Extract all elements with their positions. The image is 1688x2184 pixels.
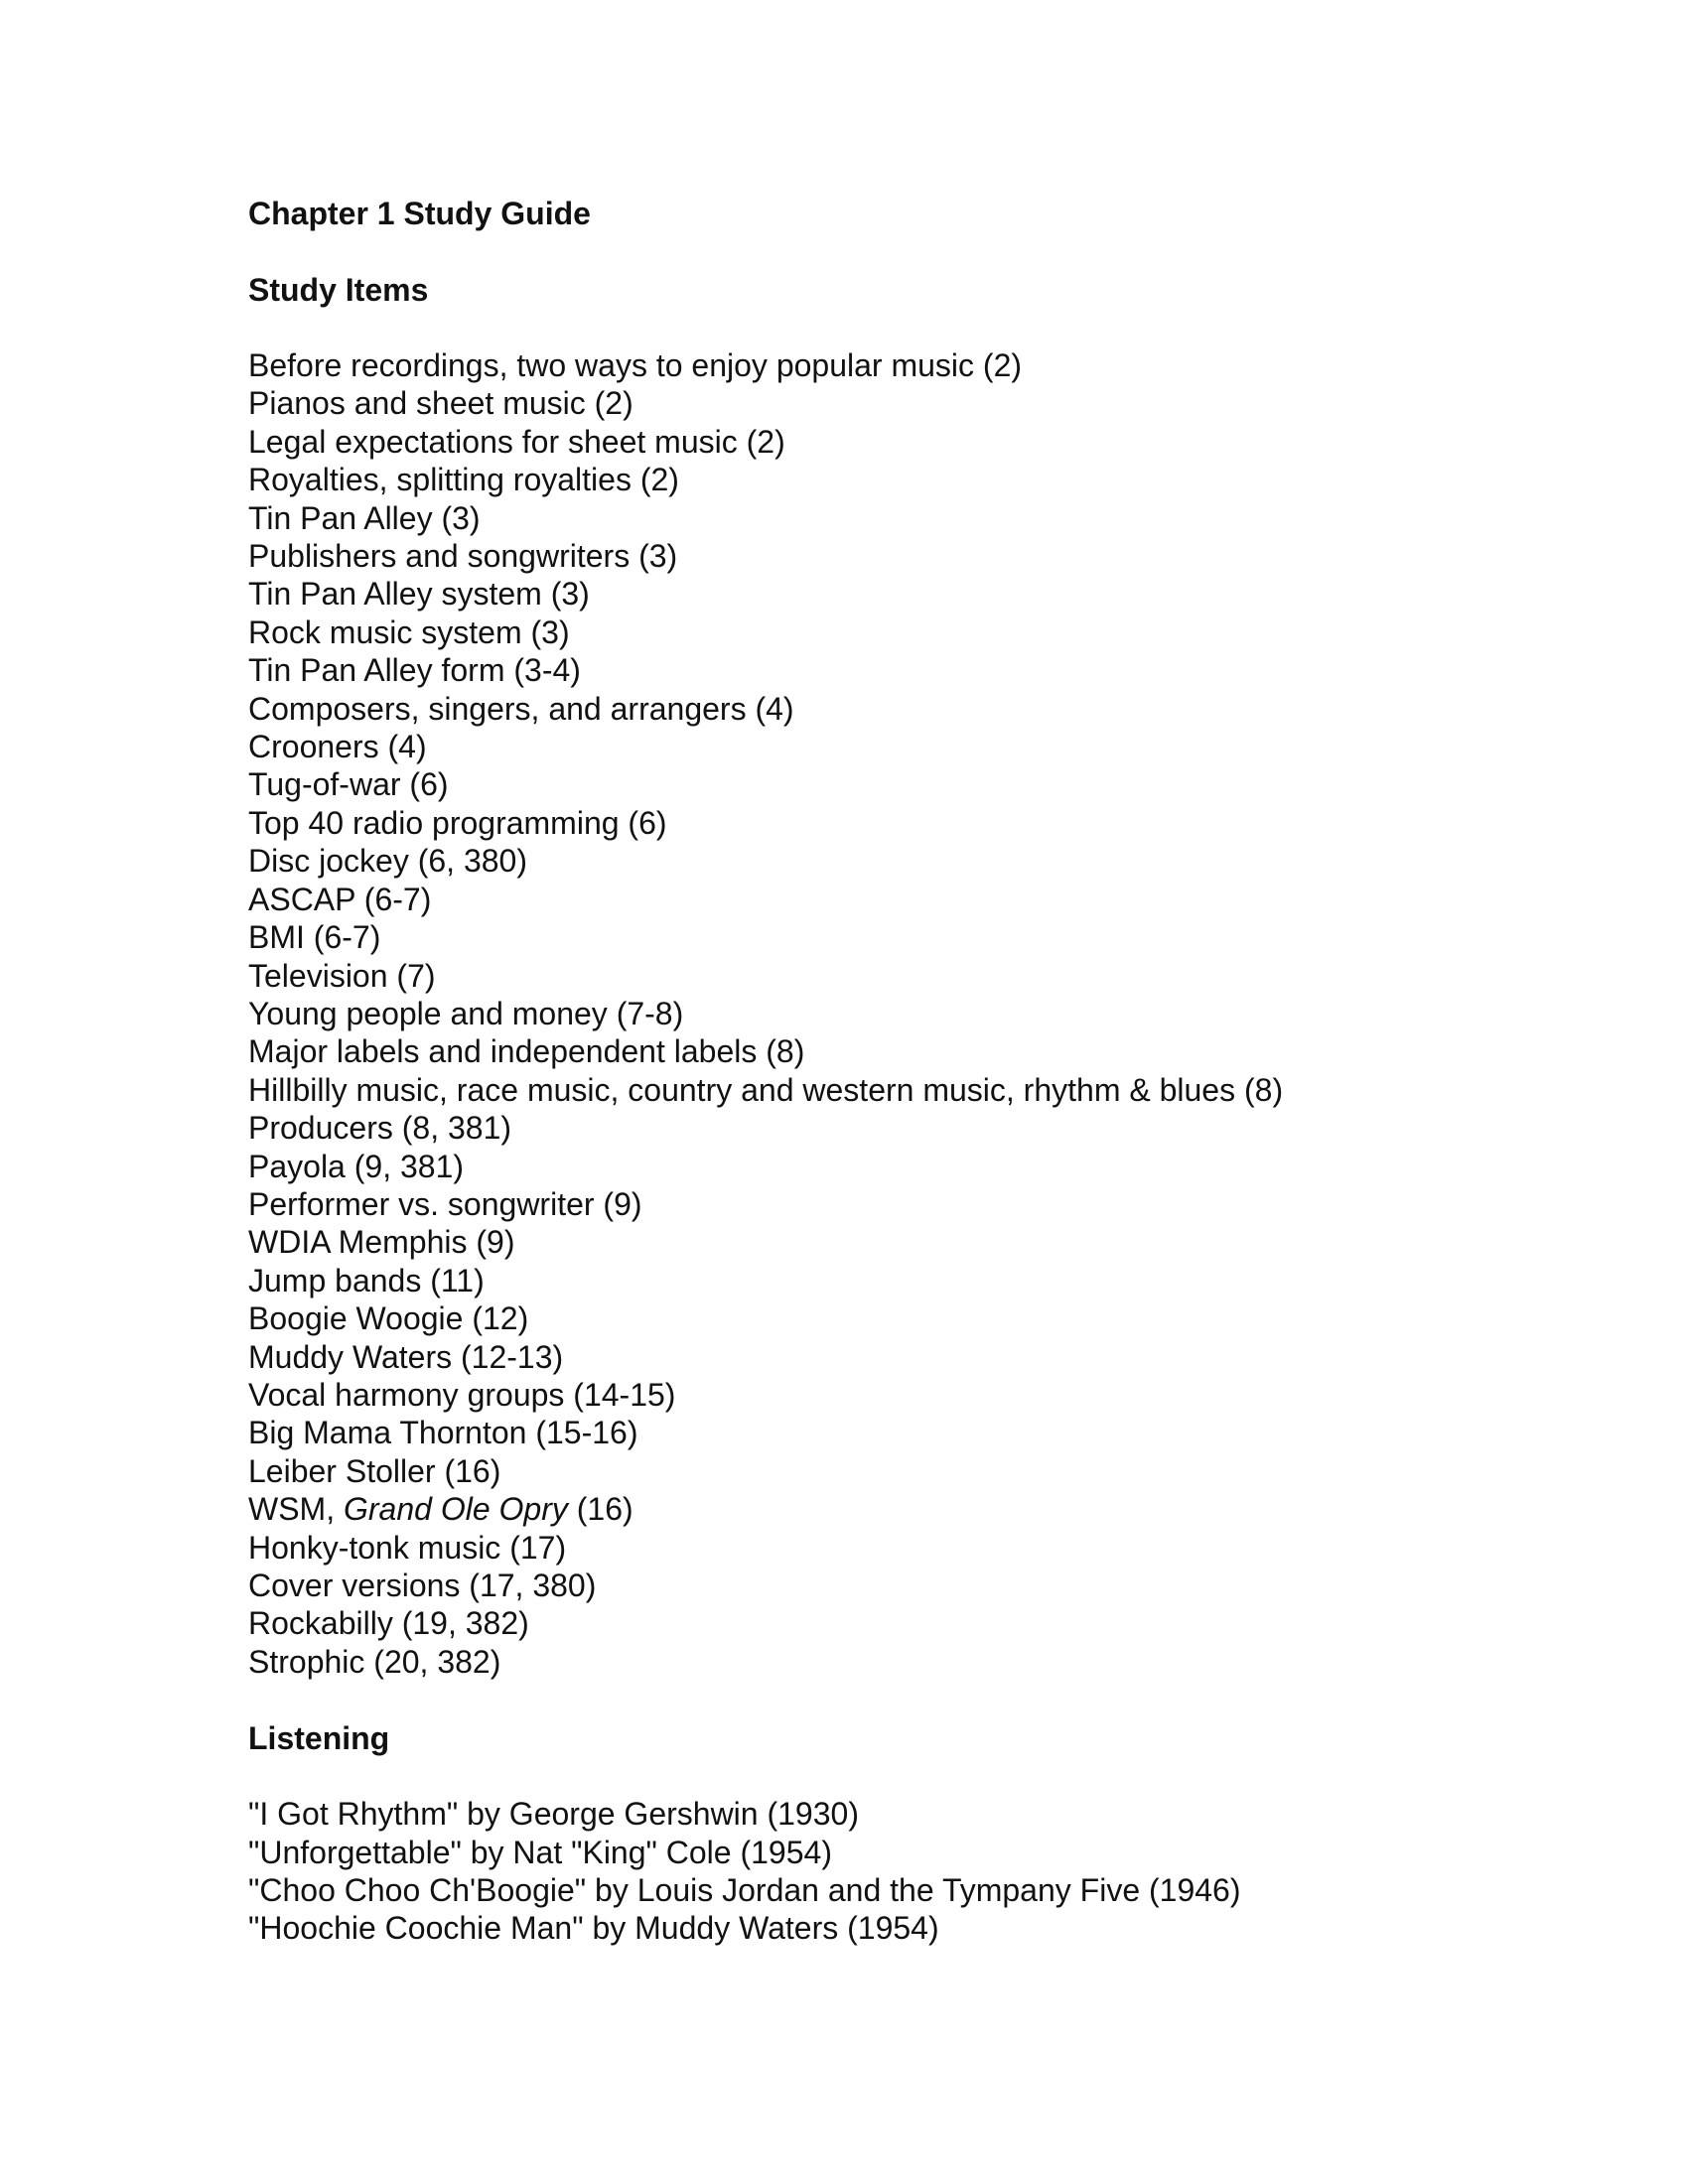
study-item: Crooners (4): [248, 729, 427, 765]
study-item: Legal expectations for sheet music (2): [248, 423, 785, 460]
study-item: Jump bands (11): [248, 1262, 485, 1298]
study-item: ASCAP (6-7): [248, 881, 432, 917]
study-item: Honky-tonk music (17): [248, 1529, 567, 1566]
document-page: [248, 195, 1539, 1948]
study-item: Hillbilly music, race music, country and western music, rhythm & blues (8): [248, 1071, 1284, 1108]
page-title: Chapter 1 Study Guide: [248, 196, 591, 231]
study-item: Tin Pan Alley (3): [248, 499, 481, 536]
study-item: Strophic (20, 382): [248, 1643, 501, 1680]
study-item: Producers (8, 381): [248, 1110, 512, 1147]
listening-list: [248, 1795, 1539, 1948]
study-item: Publishers and songwriters (3): [248, 538, 678, 575]
study-item: Tug-of-war (6): [248, 766, 449, 803]
study-item-suffix: (16): [567, 1491, 633, 1528]
listening-heading: Listening: [248, 1720, 390, 1757]
study-items-list: [248, 346, 1539, 1681]
study-item: Tin Pan Alley system (3): [248, 576, 590, 613]
study-item: Boogie Woogie (12): [248, 1300, 529, 1337]
study-item: [248, 1490, 1539, 1528]
study-item: Royalties, splitting royalties (2): [248, 462, 679, 498]
study-item: WDIA Memphis (9): [248, 1224, 515, 1261]
study-item: Payola (9, 381): [248, 1148, 465, 1184]
study-item: Vocal harmony groups (14-15): [248, 1376, 676, 1413]
study-item: Pianos and sheet music (2): [248, 385, 633, 422]
study-item: Young people and money (7-8): [248, 995, 684, 1031]
listening-item: "Choo Choo Ch'Boogie" by Louis Jordan and the Tympany Five (1946): [248, 1872, 1241, 1909]
listening-item: "Unforgettable" by Nat "King" Cole (1954): [248, 1834, 832, 1870]
study-item: Rockabilly (19, 382): [248, 1605, 529, 1642]
study-item-prefix: WSM,: [248, 1491, 344, 1528]
study-item: Before recordings, two ways to enjoy popular music (2): [248, 347, 1023, 383]
study-items-heading: Study Items: [248, 272, 429, 308]
study-item: Top 40 radio programming (6): [248, 804, 667, 841]
study-item: Major labels and independent labels (8): [248, 1033, 805, 1070]
study-item: Muddy Waters (12-13): [248, 1338, 564, 1375]
study-item: Leiber Stoller (16): [248, 1452, 501, 1489]
study-item: BMI (6-7): [248, 919, 381, 956]
listening-item: "Hoochie Coochie Man" by Muddy Waters (1954): [248, 1910, 939, 1947]
study-item: Big Mama Thornton (15-16): [248, 1415, 638, 1451]
study-item: Rock music system (3): [248, 614, 570, 650]
study-item: Cover versions (17, 380): [248, 1568, 597, 1603]
listening-item: "I Got Rhythm" by George Gershwin (1930): [248, 1796, 859, 1833]
study-item: Tin Pan Alley form (3-4): [248, 652, 581, 689]
study-item: Disc jockey (6, 380): [248, 843, 527, 880]
study-item: Composers, singers, and arrangers (4): [248, 690, 794, 727]
study-item: Television (7): [248, 957, 436, 994]
study-item: Performer vs. songwriter (9): [248, 1185, 642, 1222]
study-item-italic-title: Grand Ole Opry: [343, 1491, 568, 1528]
